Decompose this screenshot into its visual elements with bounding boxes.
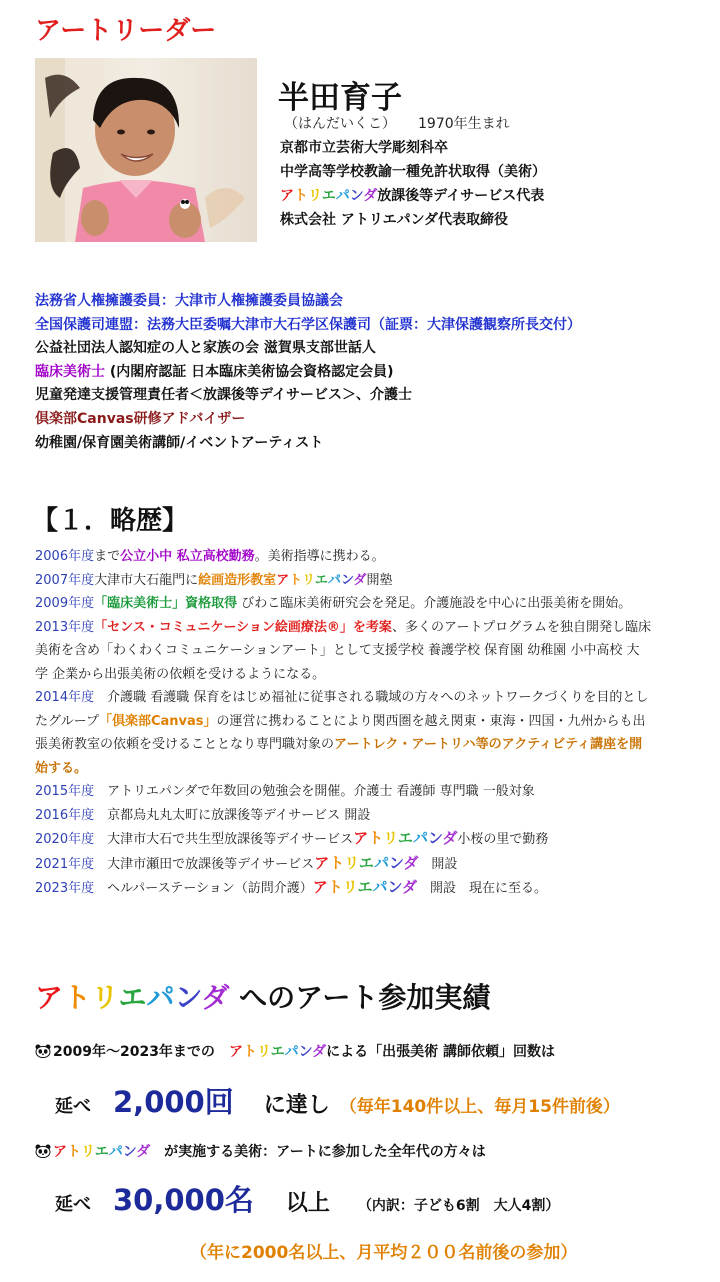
achievement-requests-line: 2009年～2023年までの アトリエパンダによる「出張美術 講師依頼」回数は xyxy=(35,1041,555,1061)
history-2013-cont2: 学 企業から出張美術の依頼を受けるようになる。 xyxy=(35,666,326,682)
history-2014-cont3: 始する。 xyxy=(35,760,88,776)
panda-icon xyxy=(35,1144,51,1158)
credential-instructor: 幼稚園/保育園美術講師/イベントアーティスト xyxy=(35,434,324,451)
history-list xyxy=(35,545,705,901)
credential-human-rights: 法務省人権擁護委員：大津市人権擁護委員協議会 xyxy=(35,293,343,309)
portrait-illustration xyxy=(35,58,257,242)
panda-icon xyxy=(35,1044,51,1058)
profile-line-service: アトリエパンダ放課後等デイサービス代表 xyxy=(280,188,545,204)
history-heading: 【１．略歴】 xyxy=(32,506,189,536)
history-2013-cont1: 美術を含め「わくわくコミュニケーションアート」として支援学校 養護学校 保育園 幼稚園 小中高校 大 xyxy=(35,643,640,658)
history-2020: 2020年度 大津市大石で共生型放課後等デイサービスアトリエパンダ小桜の里で勤務 xyxy=(35,829,549,847)
achievement-participants-line: アトリエパンダ が実施する美術：アートに参加した全年代の方々は xyxy=(35,1141,486,1161)
page-title: アートリーダー xyxy=(35,16,217,46)
credential-child-support: 児童発達支援管理責任者＜放課後等デイサービス＞、介護士 xyxy=(35,387,413,404)
history-2007: 2007年度大津市大石龍門に絵画造形教室アトリエパンダ開塾 xyxy=(35,572,393,588)
credential-probation: 全国保護司連盟：法務大臣委嘱大津市大石学区保護司（証票：大津保護観察所長交付） xyxy=(35,316,581,333)
history-2013: 2013年度「センス・コミュニケーション絵画療法®」を考案、多くのアートプログラムを独自開発し臨床 xyxy=(35,619,652,635)
history-2014-cont2: 張美術教室の依頼を受けることとなり専門職対象のアートレク・アートリハ等のアクティビティ講座を開 xyxy=(35,737,643,752)
profile-photo xyxy=(35,58,257,242)
profile-born: 1970年生まれ xyxy=(418,116,510,132)
profile-name: 半田育子 xyxy=(278,80,402,116)
achievements-heading: アトリエパンダ へのアート参加実績 xyxy=(35,981,491,1014)
profile-line-education: 京都市立芸術大学彫刻科卒 xyxy=(280,140,448,156)
credential-club-canvas: 倶楽部Canvas研修アドバイザー xyxy=(35,410,246,427)
profile-reading-text: （はんだいくこ） xyxy=(284,116,396,132)
achievement-count-requests: 延べ 2,000回 に達し （毎年140件以上、毎月15件前後） xyxy=(55,1085,620,1119)
history-2009: 2009年度「臨床美術士」資格取得 びわこ臨床美術研究会を発足。介護施設を中心に出張美術を開始。 xyxy=(35,596,632,611)
history-2016: 2016年度 京都烏丸丸太町に放課後等デイサービス 開設 xyxy=(35,807,371,823)
history-2014: 2014年度 介護職 看護職 保育をはじめ福祉に従事される職域の方々へのネットワークづくりを目的とし xyxy=(35,690,649,705)
history-2006: 2006年度まで公立小中 私立高校勤務。美術指導に携わる。 xyxy=(35,549,385,564)
credential-dementia: 公益社団法人認知症の人と家族の会 滋賀県支部世話人 xyxy=(35,340,376,357)
brand-name: アトリエパンダ xyxy=(280,188,378,204)
profile-line-company: 株式会社 アトリエパンダ代表取締役 xyxy=(280,212,509,228)
history-2023: 2023年度 ヘルパーステーション（訪問介護）アトリエパンダ 開設 現在に至る。 xyxy=(35,878,547,896)
history-2015: 2015年度 アトリエパンダで年数回の勉強会を開催。介護士 看護師 専門職 一般対象 xyxy=(35,784,535,799)
profile-details xyxy=(280,136,546,232)
achievement-count-participants: 延べ 30,000名 以上 （内訳：子ども6割 大人4割） xyxy=(55,1183,560,1217)
profile-reading xyxy=(284,113,510,133)
credentials-block xyxy=(35,290,581,455)
profile-line-license: 中学高等学校教諭一種免許状取得（美術） xyxy=(280,164,546,180)
achievement-footer-note: （年に2000名以上、月平均２００名前後の参加） xyxy=(190,1243,578,1263)
history-2014-cont1: たグループ「倶楽部Canvas」の運営に携わることにより関西圏を越え関東・東海・四国・九州からも出 xyxy=(35,713,646,729)
credential-clinical-art: 臨床美術士 (内閣府認証 日本臨床美術協会資格認定会員) xyxy=(35,363,394,380)
history-2021: 2021年度 大津市瀬田で放課後等デイサービスアトリエパンダ 開設 xyxy=(35,853,458,872)
